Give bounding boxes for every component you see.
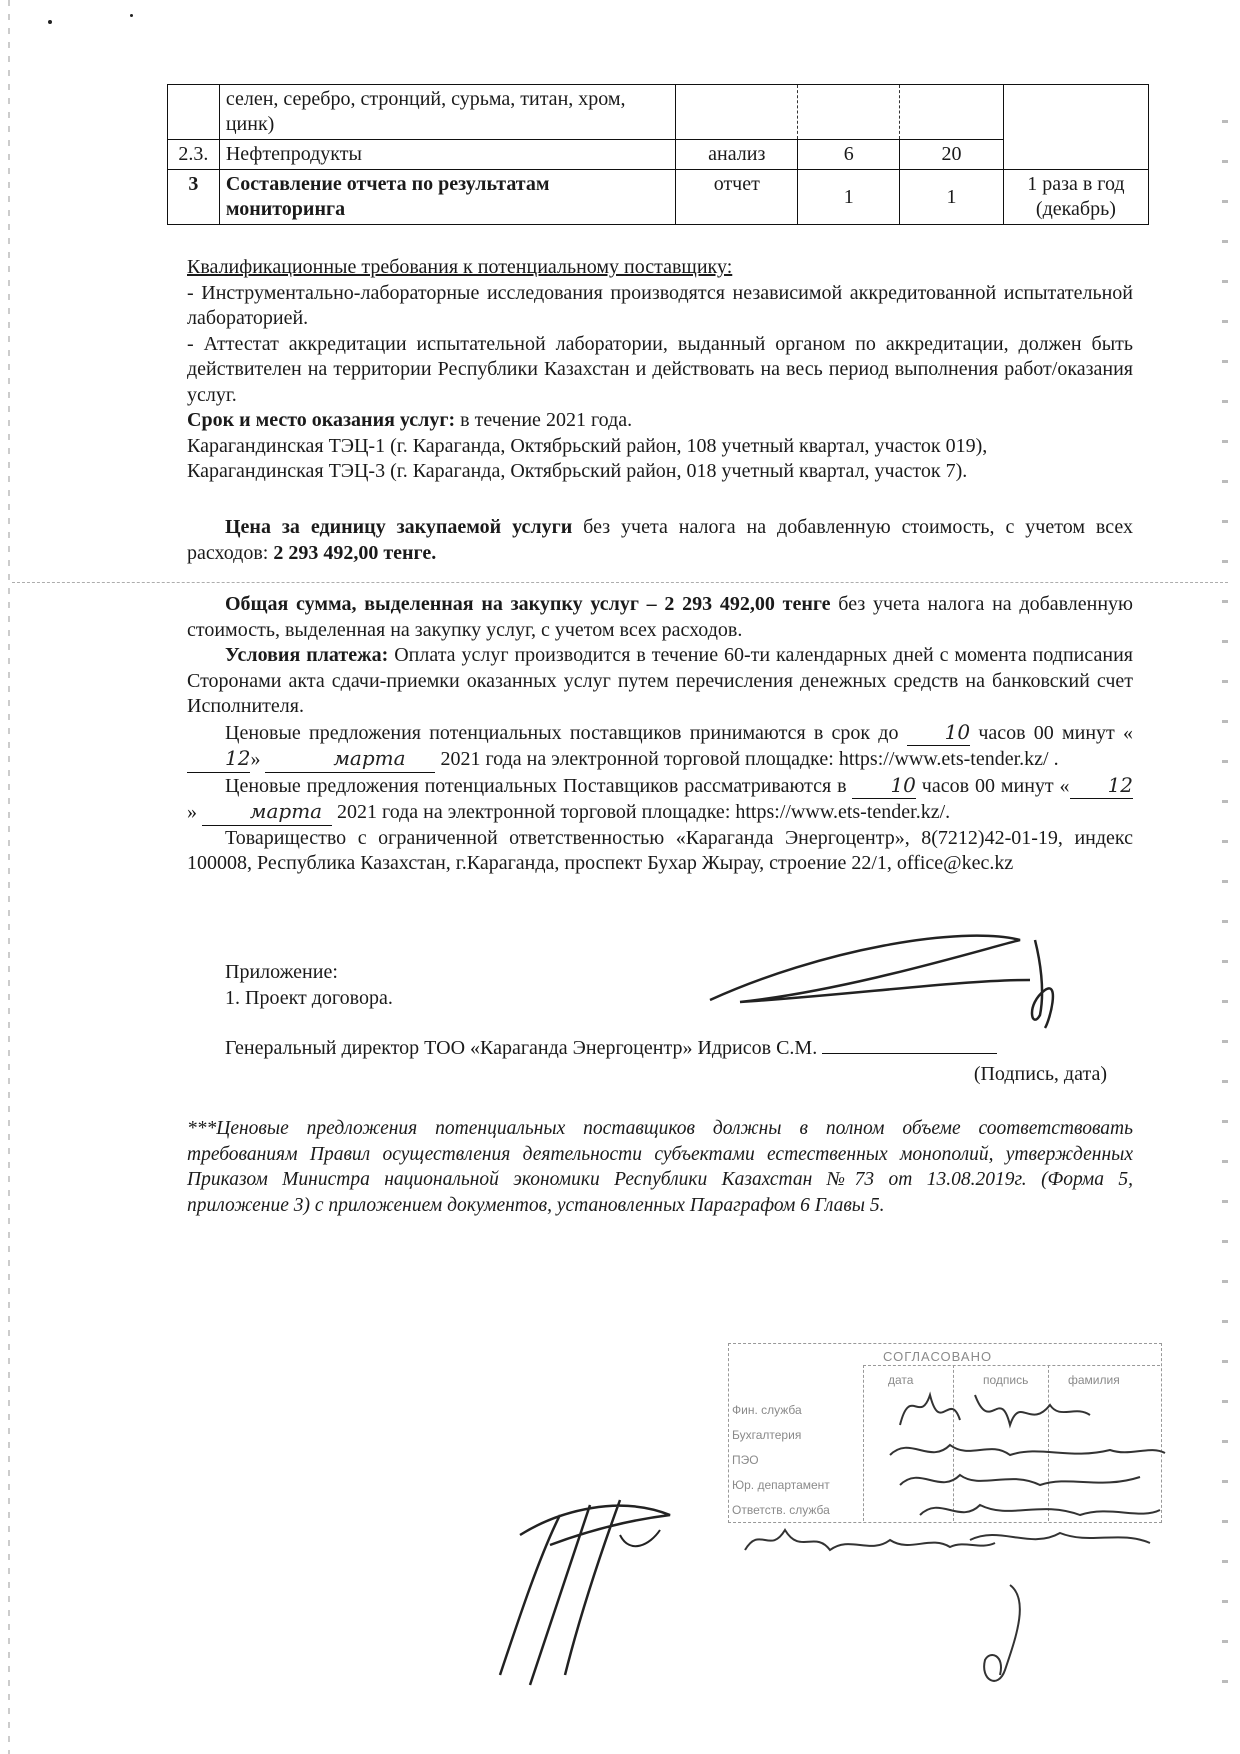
term-value: в течение 2021 года. <box>455 409 633 431</box>
scan-fold-line <box>12 582 1228 583</box>
table-cell-unit <box>676 85 798 140</box>
review-text: часов 00 минут « <box>915 774 1070 797</box>
accept-text: часов 00 минут « <box>970 721 1133 744</box>
appendix-section <box>225 960 625 1011</box>
terms-section <box>187 592 1133 877</box>
table-cell-qty: 1 <box>798 170 900 225</box>
table-cell-name: Составление отчета по результатам мониторинга <box>219 170 675 225</box>
total-amount: – 2 293 492,00 тенге <box>638 593 831 615</box>
scan-edge-left <box>8 0 10 1754</box>
accept-text: » <box>250 748 266 770</box>
appendix-item: 1. Проект договора. <box>225 986 393 1009</box>
accept-hour-handwritten: 10 <box>907 720 970 747</box>
scan-edge-right <box>1222 120 1228 1720</box>
appendix-title: Приложение: <box>225 961 338 983</box>
table-cell-num <box>168 85 220 140</box>
total-text: без учета налога на добавленную стоимость, выделенная на закупку услуг, с учетом всех расходов. <box>187 593 1134 641</box>
payment-paragraph <box>187 643 1133 720</box>
requirements-section <box>187 255 1133 485</box>
scan-speck <box>48 20 52 24</box>
table-cell-num: 2.3. <box>168 140 220 170</box>
stamp-handwritten-mark <box>960 1580 1050 1710</box>
price-section <box>187 515 1133 566</box>
table-row <box>168 170 1149 225</box>
scan-speck <box>130 14 133 17</box>
footnote: ***Ценовые предложения потенциальных поставщиков должны в полном объеме соответствовать требованиям Правил осуществления деятельности субъектами естественных монополий, утвержденных Приказом Министра национальной экономики Республики Казахстан №73 от 13.08.2019г. (Форма 5, приложение 3) с приложением документов, установленных Параграфом 6 Главы 5. <box>187 1118 1133 1216</box>
table-cell-frequency <box>1003 85 1148 170</box>
table-cell-frequency: 1 раза в год (декабрь) <box>1003 170 1148 225</box>
review-paragraph <box>187 773 1133 826</box>
table-cell-name: Нефтепродукты <box>219 140 675 170</box>
price-label: Цена за единицу закупаемой услуги <box>225 516 573 538</box>
accept-paragraph <box>187 720 1133 773</box>
term-place: Карагандинская ТЭЦ-3 (г. Караганда, Октябрьский район, 018 учетный квартал, участок 7). <box>187 460 968 482</box>
signature-line <box>225 1036 1145 1062</box>
price-text: без учета налога на добавленную стоимость, с учетом всех расходов: <box>187 516 1133 564</box>
accept-text: Ценовые предложения потенциальных поставщиков принимаются в срок до <box>225 721 907 744</box>
signature-caption: (Подпись, дата) <box>973 1062 1107 1085</box>
stamp-handwritten-bottom <box>740 1515 1040 1565</box>
stamp-row-label: Бухгалтерия <box>732 1428 802 1442</box>
table-cell-qty <box>798 85 900 140</box>
stamp-row-label: ПЭО <box>732 1453 759 1467</box>
table-cell-qty: 1 <box>900 170 1004 225</box>
table-cell-unit: отчет <box>676 170 798 225</box>
payment-text: Оплата услуг производится в течение 60-ти календарных дней с момента подписания Сторонами акта сдачи-приемки оказанных услуг путем перечисления денежных средств на банковский счет Исполнителя. <box>187 644 1133 717</box>
price-paragraph <box>187 515 1133 566</box>
table-cell-num: 3 <box>168 170 220 225</box>
stamp-row-label: Фин. служба <box>732 1403 802 1417</box>
accept-text: 2021 года на электронной торговой площадке: https://www.ets-tender.kz/ . <box>435 748 1059 770</box>
price-amount: 2 293 492,00 тенге. <box>273 541 437 564</box>
term-line <box>187 408 1133 434</box>
stamp-row-label: Юр. департамент <box>732 1478 830 1492</box>
total-label: Общая сумма, выделенная на закупку услуг <box>225 593 639 615</box>
stamp-col-sign: подпись <box>983 1373 1029 1387</box>
table-cell-qty: 6 <box>798 140 900 170</box>
stamp-col-name: фамилия <box>1068 1373 1120 1387</box>
left-signature <box>480 1475 680 1705</box>
director-signature <box>700 920 1060 1035</box>
signature-section <box>225 1036 1145 1087</box>
table-row <box>168 140 1149 170</box>
table-row <box>168 85 1149 140</box>
review-text: Ценовые предложения потенциальных Поставщиков рассматриваются в <box>225 774 853 797</box>
stamp-rule <box>863 1365 864 1521</box>
total-paragraph <box>187 592 1133 643</box>
company-paragraph: Товарищество с ограниченной ответственностью «Караганда Энергоцентр», 8(7212)42-01-19, индекс 100008, Республика Казахстан, г.Караганда, проспект Бухар Жырау, строение 22/1, office@kec.kz <box>187 826 1133 874</box>
table-cell-unit: анализ <box>676 140 798 170</box>
payment-label: Условия платежа: <box>225 644 389 666</box>
requirements-heading: Квалификационные требования к потенциальному поставщику: <box>187 256 733 278</box>
services-table <box>167 84 1149 225</box>
term-label: Срок и место оказания услуг: <box>187 409 456 431</box>
requirements-item: - Аттестат аккредитации испытательной лаборатории, выданный органом по аккредитации, должен быть действителен на территории Республики Казахстан и действовать на весь период выполнения работ/оказания услуг. <box>187 332 1133 406</box>
review-hour-handwritten: 10 <box>852 773 915 800</box>
signature-text: Генеральный директор ТОО «Караганда Энергоцентр» Идрисов С.М. <box>225 1037 818 1059</box>
stamp-col-date: дата <box>888 1373 914 1387</box>
term-place: Карагандинская ТЭЦ-1 (г. Караганда, Октябрьский район, 108 учетный квартал, участок 019), <box>187 434 988 457</box>
review-text: 2021 года на электронной торговой площадке: https://www.ets-tender.kz/. <box>332 801 951 823</box>
table-cell-name: селен, серебро, стронций, сурьма, титан, хром, цинк) <box>219 85 675 140</box>
stamp-row-label: Ответств. служба <box>732 1503 830 1517</box>
review-text: » <box>187 801 202 823</box>
review-month-handwritten: марта <box>202 799 332 826</box>
table-cell-qty <box>900 85 1004 140</box>
table-cell-qty: 20 <box>900 140 1004 170</box>
accept-month-handwritten: марта <box>265 746 435 773</box>
signature-blank <box>822 1053 997 1054</box>
accept-day-handwritten: 12 <box>187 746 250 773</box>
stamp-title: СОГЛАСОВАНО <box>883 1349 993 1364</box>
review-day-handwritten: 12 <box>1070 773 1133 800</box>
requirements-item: - Инструментально-лабораторные исследования производятся независимой аккредитованной испытательной лабораторией. <box>187 281 1133 329</box>
